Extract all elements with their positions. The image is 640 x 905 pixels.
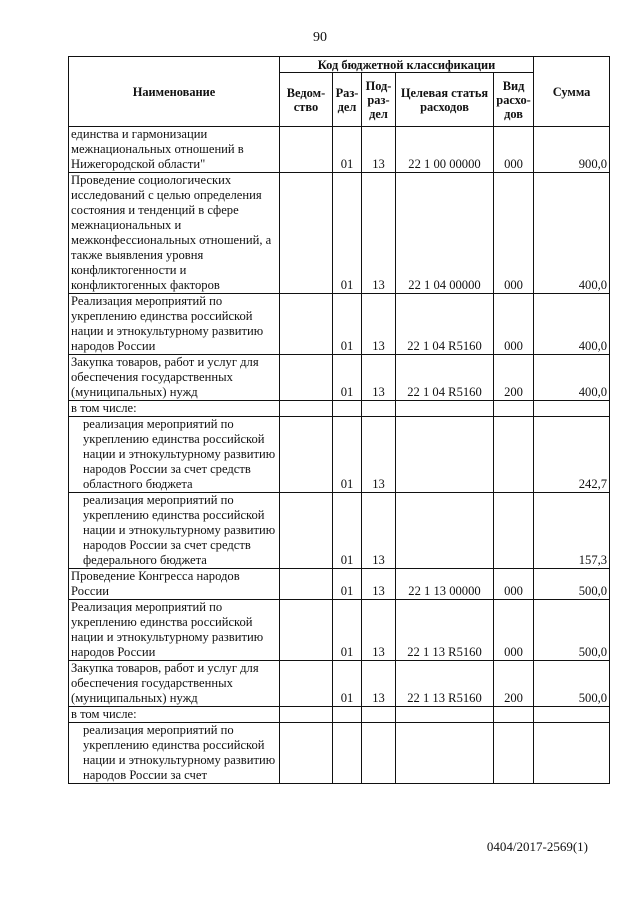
header-sum: Сумма <box>534 57 610 127</box>
table-row <box>69 355 610 401</box>
cell-vedomstvo <box>280 723 333 784</box>
cell-vid <box>494 493 534 569</box>
header-vedomstvo: Ведом-ство <box>280 73 333 127</box>
cell-podrazdel: 13 <box>362 569 396 600</box>
cell-target <box>396 401 494 417</box>
cell-razdel: 01 <box>333 127 362 173</box>
cell-vid: 000 <box>494 569 534 600</box>
cell-target: 22 1 13 00000 <box>396 569 494 600</box>
cell-razdel: 01 <box>333 661 362 707</box>
cell-podrazdel <box>362 401 396 417</box>
cell-podrazdel: 13 <box>362 600 396 661</box>
table-row <box>69 173 610 294</box>
cell-vid: 200 <box>494 355 534 401</box>
cell-name: Закупка товаров, работ и услуг для обеспечения государственных (муниципальных) нужд <box>69 661 280 707</box>
cell-sum: 500,0 <box>534 569 610 600</box>
cell-podrazdel: 13 <box>362 127 396 173</box>
header-classification-group: Код бюджетной классификации <box>280 57 534 73</box>
table-row <box>69 294 610 355</box>
cell-vid <box>494 417 534 493</box>
cell-name: Проведение Конгресса народов России <box>69 569 280 600</box>
cell-podrazdel: 13 <box>362 417 396 493</box>
cell-sum: 500,0 <box>534 661 610 707</box>
cell-razdel: 01 <box>333 173 362 294</box>
cell-target: 22 1 04 R5160 <box>396 355 494 401</box>
cell-name: в том числе: <box>69 707 280 723</box>
cell-vedomstvo <box>280 493 333 569</box>
cell-vedomstvo <box>280 294 333 355</box>
cell-razdel <box>333 723 362 784</box>
cell-sum: 400,0 <box>534 173 610 294</box>
cell-sum: 242,7 <box>534 417 610 493</box>
cell-vedomstvo <box>280 661 333 707</box>
cell-vid <box>494 401 534 417</box>
cell-razdel: 01 <box>333 417 362 493</box>
cell-target <box>396 707 494 723</box>
cell-target <box>396 417 494 493</box>
cell-sum <box>534 707 610 723</box>
cell-vedomstvo <box>280 600 333 661</box>
cell-podrazdel: 13 <box>362 173 396 294</box>
cell-sum: 400,0 <box>534 294 610 355</box>
table-header <box>69 57 610 127</box>
cell-name: Закупка товаров, работ и услуг для обеспечения государственных (муниципальных) нужд <box>69 355 280 401</box>
cell-razdel: 01 <box>333 600 362 661</box>
table-row <box>69 417 610 493</box>
cell-vedomstvo <box>280 417 333 493</box>
cell-podrazdel: 13 <box>362 493 396 569</box>
table-row <box>69 127 610 173</box>
header-podrazdel: Под-раз-дел <box>362 73 396 127</box>
table-row <box>69 723 610 784</box>
cell-sum <box>534 401 610 417</box>
cell-podrazdel: 13 <box>362 294 396 355</box>
cell-vedomstvo <box>280 355 333 401</box>
header-name: Наименование <box>69 57 280 127</box>
table-row <box>69 569 610 600</box>
header-vid: Вид расхо-дов <box>494 73 534 127</box>
cell-name: единства и гармонизации межнациональных отношений в Нижегородской области" <box>69 127 280 173</box>
cell-name: Реализация мероприятий по укреплению единства российской нации и этнокультурному развитию народов России <box>69 294 280 355</box>
table-row <box>69 600 610 661</box>
cell-razdel: 01 <box>333 294 362 355</box>
table-row <box>69 661 610 707</box>
table-body <box>69 127 610 784</box>
cell-razdel: 01 <box>333 493 362 569</box>
cell-target: 22 1 04 R5160 <box>396 294 494 355</box>
cell-vedomstvo <box>280 707 333 723</box>
cell-razdel <box>333 401 362 417</box>
cell-vedomstvo <box>280 569 333 600</box>
cell-vid: 000 <box>494 600 534 661</box>
cell-podrazdel <box>362 707 396 723</box>
cell-razdel <box>333 707 362 723</box>
cell-razdel: 01 <box>333 569 362 600</box>
cell-sum: 500,0 <box>534 600 610 661</box>
cell-name: реализация мероприятий по укреплению единства российской нации и этнокультурному развитию народов России за счет <box>69 723 280 784</box>
cell-vid: 000 <box>494 127 534 173</box>
cell-vid: 000 <box>494 173 534 294</box>
cell-target <box>396 493 494 569</box>
cell-name: Реализация мероприятий по укреплению единства российской нации и этнокультурному развитию народов России <box>69 600 280 661</box>
cell-target: 22 1 04 00000 <box>396 173 494 294</box>
cell-name: реализация мероприятий по укреплению единства российской нации и этнокультурному развитию народов России за счет средств областного бюджета <box>69 417 280 493</box>
cell-razdel: 01 <box>333 355 362 401</box>
table-row <box>69 707 610 723</box>
cell-name: в том числе: <box>69 401 280 417</box>
cell-sum: 400,0 <box>534 355 610 401</box>
cell-name: Проведение социологических исследований с целью определения состояния и тенденций в сфере межнациональных и межконфессиональных отношений, а также выявления уровня конфликтогенности и конфликтогенных факторов <box>69 173 280 294</box>
cell-vid: 000 <box>494 294 534 355</box>
header-target: Целевая статья расходов <box>396 73 494 127</box>
table-row <box>69 401 610 417</box>
cell-vid <box>494 723 534 784</box>
cell-podrazdel: 13 <box>362 661 396 707</box>
cell-sum: 900,0 <box>534 127 610 173</box>
header-razdel: Раз-дел <box>333 73 362 127</box>
cell-sum: 157,3 <box>534 493 610 569</box>
cell-vedomstvo <box>280 401 333 417</box>
cell-target: 22 1 13 R5160 <box>396 600 494 661</box>
document-code: 0404/2017-2569(1) <box>486 839 588 854</box>
cell-vedomstvo <box>280 173 333 294</box>
table-row <box>69 493 610 569</box>
cell-vid <box>494 707 534 723</box>
cell-name: реализация мероприятий по укреплению единства российской нации и этнокультурному развитию народов России за счет средств федерального бюджета <box>69 493 280 569</box>
cell-target: 22 1 00 00000 <box>396 127 494 173</box>
cell-podrazdel <box>362 723 396 784</box>
cell-vid: 200 <box>494 661 534 707</box>
cell-vedomstvo <box>280 127 333 173</box>
page-number: 90 <box>313 30 327 45</box>
cell-sum <box>534 723 610 784</box>
cell-target: 22 1 13 R5160 <box>396 661 494 707</box>
cell-target <box>396 723 494 784</box>
cell-podrazdel: 13 <box>362 355 396 401</box>
budget-table <box>68 56 610 784</box>
